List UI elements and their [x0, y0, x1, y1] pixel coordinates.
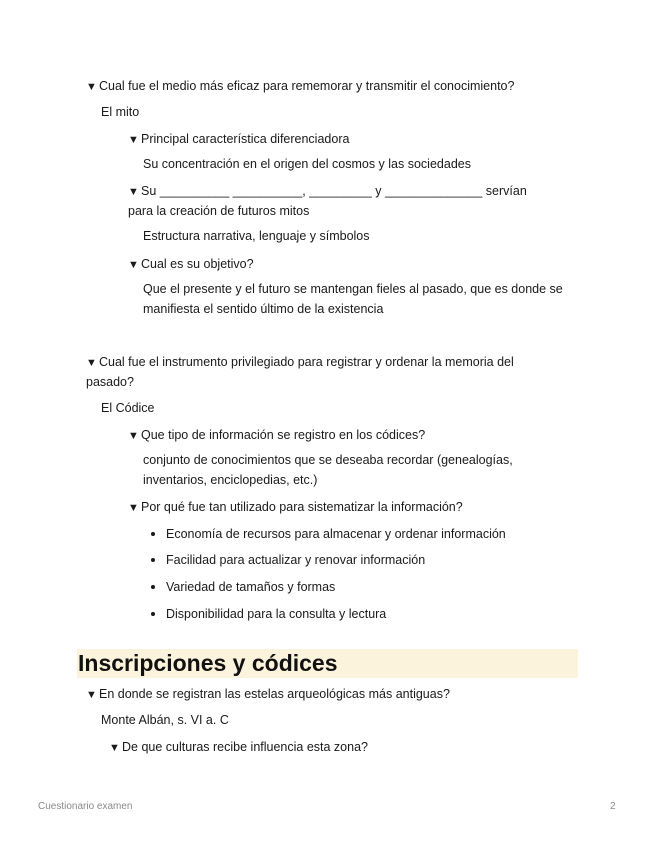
- question-text: Por qué fue tan utilizado para sistematizar la información?: [141, 500, 463, 514]
- answer-text-line: inventarios, enciclopedias, etc.): [143, 473, 318, 487]
- question-text: Su __________ __________, _________ y ______________ servían: [141, 184, 527, 198]
- bullet-icon: [151, 585, 155, 589]
- toggle-question-objetivo[interactable]: [128, 254, 254, 275]
- triangle-down-icon: ▼: [86, 689, 97, 701]
- answer-text-line: conjunto de conocimientos que se deseaba recordar (genealogías,: [143, 453, 513, 467]
- list-item: Variedad de tamaños y formas: [166, 580, 336, 594]
- triangle-down-icon: ▼: [128, 134, 139, 146]
- toggle-question-estelas[interactable]: [86, 684, 450, 705]
- bullet-icon: [151, 532, 155, 536]
- triangle-down-icon: ▼: [128, 502, 139, 514]
- toggle-question-fill-blank[interactable]: [128, 181, 527, 202]
- question-text: Cual es su objetivo?: [141, 257, 254, 271]
- answer-text: El Códice: [101, 401, 155, 415]
- question-text: Cual fue el medio más eficaz para rememorar y transmitir el conocimiento?: [99, 79, 515, 93]
- list-item: Disponibilidad para la consulta y lectura: [166, 607, 387, 621]
- question-text: Principal característica diferenciadora: [141, 132, 350, 146]
- list-item: Facilidad para actualizar y renovar información: [166, 553, 426, 567]
- question-text-continued: pasado?: [86, 375, 134, 389]
- bullet-icon: [151, 612, 155, 616]
- question-text: Cual fue el instrumento privilegiado para registrar y ordenar la memoria del: [99, 355, 514, 369]
- triangle-down-icon: ▼: [128, 430, 139, 442]
- triangle-down-icon: ▼: [128, 186, 139, 198]
- toggle-question-tipo-informacion[interactable]: [128, 425, 425, 446]
- answer-text: Monte Albán, s. VI a. C: [101, 713, 229, 727]
- triangle-down-icon: ▼: [109, 742, 120, 754]
- answer-text: Su concentración en el origen del cosmos y las sociedades: [143, 157, 471, 171]
- question-text: Que tipo de información se registro en los códices?: [141, 428, 426, 442]
- page-number: 2: [610, 801, 616, 812]
- answer-text-line: manifiesta el sentido último de la existencia: [143, 302, 384, 316]
- question-text: En donde se registran las estelas arqueológicas más antiguas?: [99, 687, 450, 701]
- answer-text: Estructura narrativa, lenguaje y símbolos: [143, 229, 370, 243]
- list-item: Economía de recursos para almacenar y ordenar información: [166, 527, 506, 541]
- answer-text-line: Que el presente y el futuro se mantengan fieles al pasado, que es donde se: [143, 282, 563, 296]
- toggle-question-culturas[interactable]: [109, 737, 368, 758]
- answer-text: El mito: [101, 105, 140, 119]
- bullet-icon: [151, 558, 155, 562]
- question-text: De que culturas recibe influencia esta zona?: [122, 740, 368, 754]
- footer-title: Cuestionario examen: [38, 801, 133, 812]
- triangle-down-icon: ▼: [128, 259, 139, 271]
- triangle-down-icon: ▼: [86, 357, 97, 369]
- section-heading: Inscripciones y códices: [78, 650, 338, 676]
- toggle-question-instrumento[interactable]: [86, 352, 514, 373]
- toggle-question-medio-eficaz[interactable]: [86, 76, 514, 97]
- question-text-continued: para la creación de futuros mitos: [128, 204, 310, 218]
- toggle-question-por-que[interactable]: [128, 497, 463, 518]
- triangle-down-icon: ▼: [86, 81, 97, 93]
- toggle-question-caracteristica[interactable]: [128, 129, 349, 150]
